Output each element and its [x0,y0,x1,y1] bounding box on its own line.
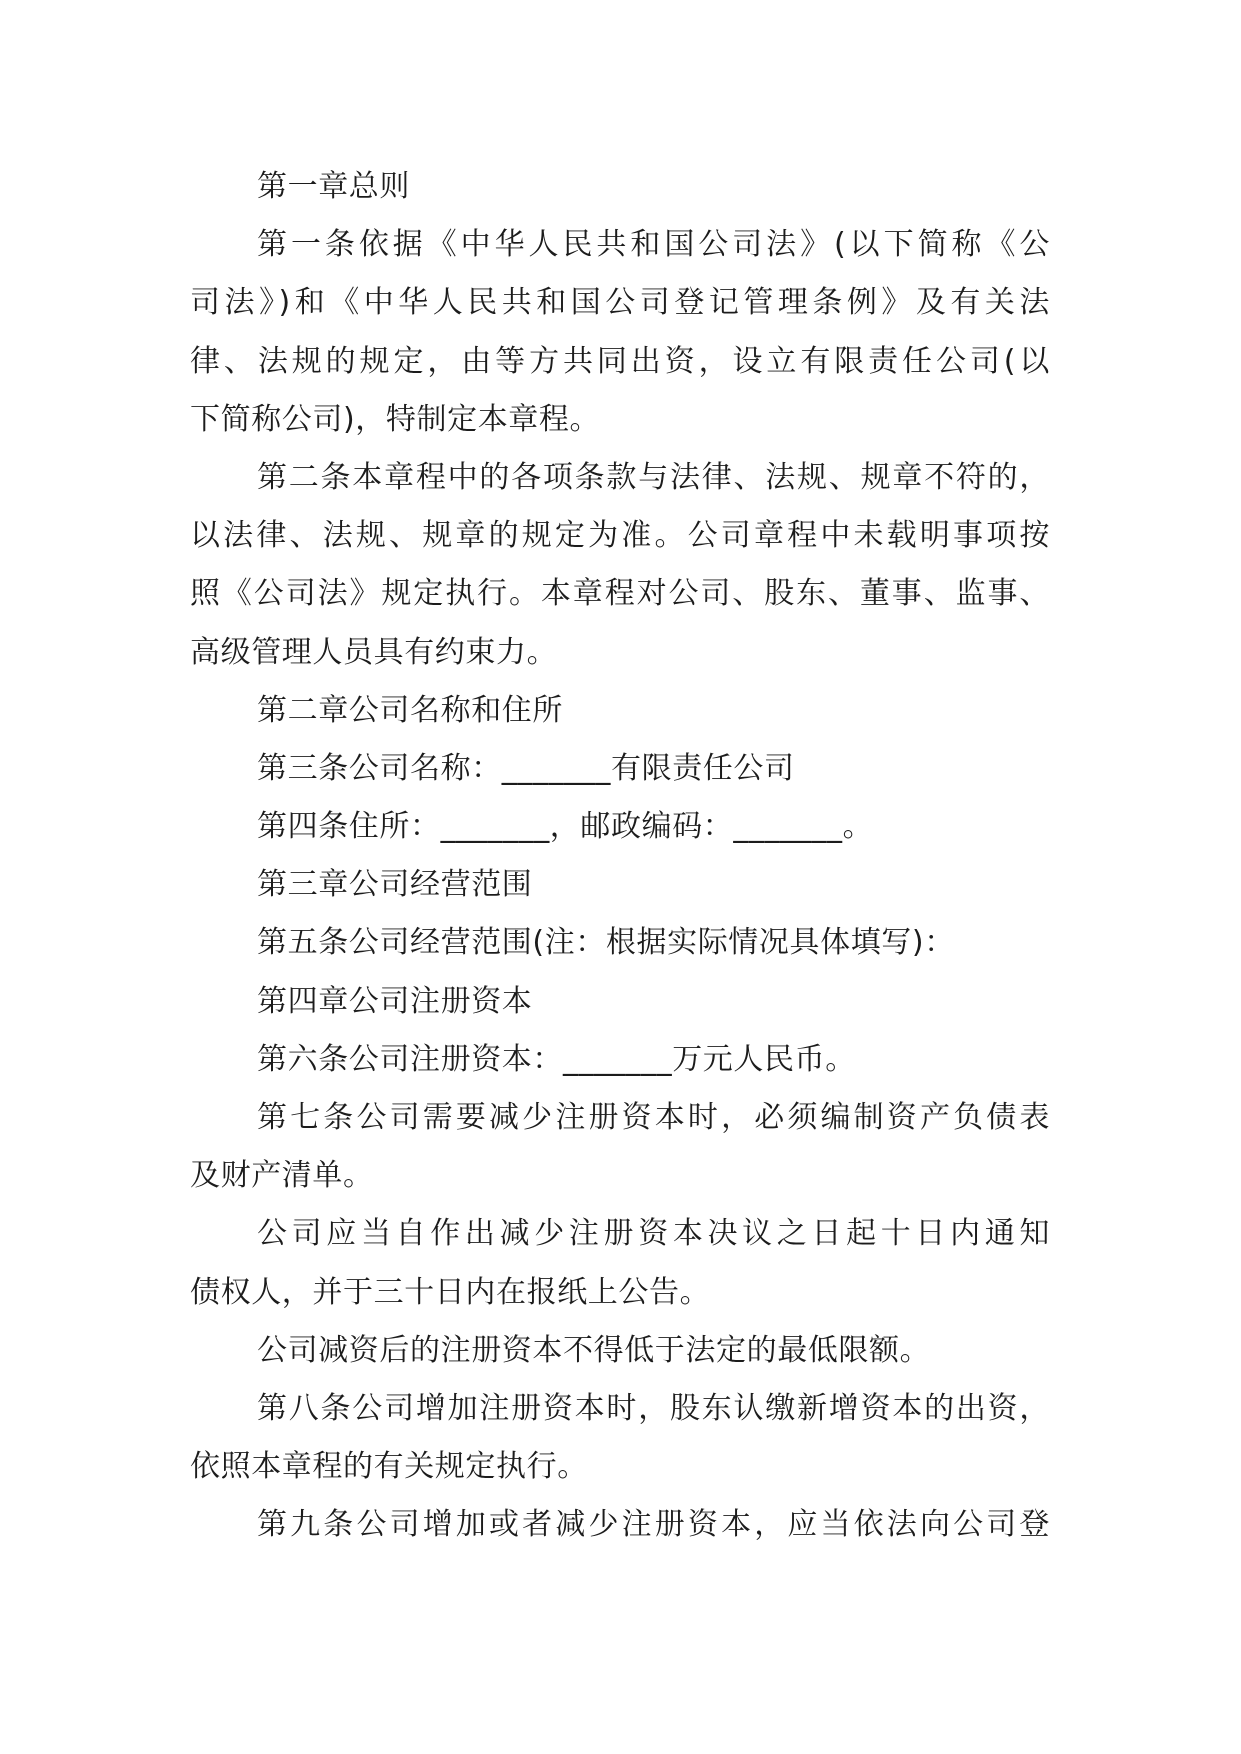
article-7-para-2-line-2: 债权人，并于三十日内在报纸上公告。 [190,1274,711,1310]
chapter-4-heading: 第四章公司注册资本 [257,983,533,1019]
article-1-line-3: 律、法规的规定，由等方共同出资，设立有限责任公司(以 [190,343,1050,379]
document-body [190,158,1050,1555]
article-3-line-1: 第三条公司名称：_______有限责任公司 [257,750,795,786]
article-2-line-1: 第二条本章程中的各项条款与法律、法规、规章不符的， [257,459,1050,495]
article-1-line-2: 司法》)和《中华人民共和国公司登记管理条例》及有关法 [190,285,1050,321]
article-7-line-2: 及财产清单。 [190,1158,374,1194]
article-7-para-3-line-1: 公司减资后的注册资本不得低于法定的最低限额。 [257,1332,931,1368]
article-6-line-1: 第六条公司注册资本：_______万元人民币。 [257,1041,856,1077]
article-8-line-2: 依照本章程的有关规定执行。 [190,1449,588,1485]
chapter-2-heading: 第二章公司名称和住所 [257,692,563,728]
article-2-line-3: 照《公司法》规定执行。本章程对公司、股东、董事、监事、 [190,576,1050,612]
article-1-line-4: 下简称公司)，特制定本章程。 [190,401,601,437]
article-4-line-1: 第四条住所：_______，邮政编码：_______。 [257,809,874,845]
article-2-line-2: 以法律、法规、规章的规定为准。公司章程中未载明事项按 [190,518,1050,554]
article-1-line-1: 第一条依据《中华人民共和国公司法》(以下简称《公 [257,227,1050,263]
chapter-3-heading: 第三章公司经营范围 [257,867,533,903]
article-5-line-1: 第五条公司经营范围(注：根据实际情况具体填写)： [257,925,955,961]
chapter-1-heading: 第一章总则 [257,169,410,204]
article-9-line-1: 第九条公司增加或者减少注册资本，应当依法向公司登 [257,1507,1050,1543]
article-2-line-4: 高级管理人员具有约束力。 [190,634,558,670]
article-8-line-1: 第八条公司增加注册资本时，股东认缴新增资本的出资， [257,1390,1050,1426]
article-7-line-1: 第七条公司需要减少注册资本时，必须编制资产负债表 [257,1100,1050,1135]
article-7-para-2-line-1: 公司应当自作出减少注册资本决议之日起十日内通知 [257,1216,1050,1252]
